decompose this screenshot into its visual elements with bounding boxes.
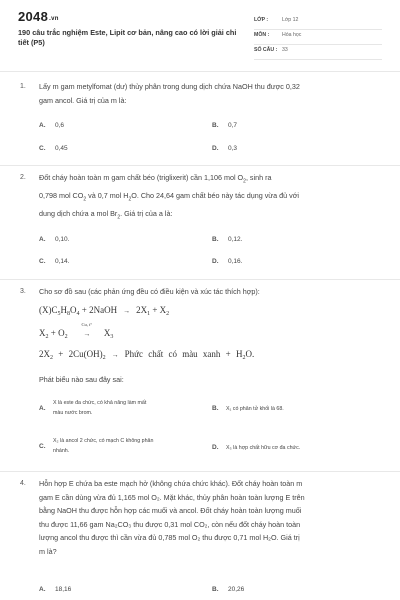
option-label: C. [39,443,46,450]
option-a[interactable] [39,398,209,418]
question-divider [0,165,400,166]
chem-text: Phức chất có màu xanh + H [124,349,243,359]
option-b[interactable] [212,586,244,593]
option-text: nhánh. [53,448,70,454]
question-divider [0,279,400,280]
subscript: 2 [45,334,49,340]
equation-3 [39,349,254,361]
option-text: 0,12. [228,236,243,243]
meta-subject-label: MÔN : [254,32,270,38]
subscript: 4 [76,311,80,317]
option-label: D. [212,444,219,451]
page-header [0,0,400,64]
subscript: 5 [57,311,61,317]
option-label: D. [212,258,219,265]
option-label: B. [212,586,219,593]
chem-text: + O [48,328,65,338]
reaction-arrow: → [123,307,131,315]
equation-2 [39,322,114,340]
option-a[interactable] [39,586,71,593]
question-line [39,207,379,225]
question-divider [0,471,400,472]
chem-text: O [70,305,77,315]
option-b[interactable] [212,236,242,243]
option-label: C. [39,258,46,265]
chem-text: H [60,305,67,315]
question-line: thu được 11,66 gam Na₂CO₃ thu được 0,31 mol CO₂, còn nếu đốt cháy hoàn toàn [39,519,301,529]
conditioned-arrow [74,322,100,338]
reaction-arrow: → [111,351,119,359]
option-text: 0,16. [228,258,243,265]
text-fragment: Đốt cháy hoàn toàn m gam chất béo (triglixerit) cần 1,106 mol O [39,173,244,182]
meta-count-label: SỐ CÂU : [254,47,278,53]
question-number: 3. [20,288,26,295]
option-text: 0,6 [55,122,65,129]
question-line: bằng NaOH thu được hỗn hợp các muối và ancol. Đốt cháy hoàn toàn lượng muối [39,506,302,515]
option-label: D. [212,145,219,152]
option-text: X₁ có phân tử khối là 68. [226,406,284,412]
text-fragment: và 0,7 mol H [86,190,129,200]
option-text: X₂ là ancol 2 chức, có mạch C không phân [53,438,154,444]
meta-count [254,44,382,60]
option-label: C. [39,145,46,152]
option-text: 0,7 [228,122,238,129]
option-text: X₃ là hợp chất hữu cơ đa chức. [226,445,301,451]
option-c[interactable] [39,258,69,265]
subscript: 2 [117,214,121,221]
option-label: B. [212,236,219,243]
meta-class-label: LỚP : [254,17,269,23]
subscript: 3 [110,334,114,340]
page-title: 190 câu trắc nghiệm Este, Lipit cơ bản, nâng cao có lời giải chi tiết (P5) [18,28,237,47]
option-a[interactable] [39,236,69,243]
option-text: 0,45 [55,145,68,152]
meta-class-value: Lớp 12 [282,17,299,23]
question-line: Lấy m gam metylfomat (dư) thủy phân trong dung dịch chứa NaOH thu được 0,32 [39,82,300,91]
subscript: 2 [243,178,246,185]
text-fragment: dung dịch chứa a mol Br [39,208,118,218]
option-label: B. [212,405,219,412]
text-fragment: O. Cho 24,64 gam chất béo này tác dụng vừa đủ với [131,190,300,200]
question-line: gam ancol. Giá trị của m là: [39,95,127,105]
option-label: B. [212,122,219,129]
option-label: A. [39,236,46,243]
question-line [39,189,379,207]
logo-text: 2048 [18,9,49,24]
question-number: 1. [20,83,26,90]
option-d[interactable] [212,443,382,453]
chem-text: X [39,328,46,338]
subscript: 2 [128,196,132,203]
option-text: 0,14. [55,258,70,265]
question-number: 4. [20,480,26,487]
option-label: A. [39,122,46,129]
option-text: 18,16 [55,586,72,593]
chem-text: + X [150,305,167,315]
chem-text: 2X [136,305,148,315]
option-text: X là este đa chức, có khả năng làm mất [53,400,147,406]
option-label: A. [39,586,46,593]
meta-count-value: 33 [282,47,288,53]
option-c[interactable] [39,436,209,456]
option-text: màu nước brom. [53,410,93,416]
question-line: Hỗn hợp E chứa ba este mạch hở (không chứa chức khác). Đốt cháy hoàn toàn m [39,479,303,488]
subscript: 1 [147,311,151,317]
question-number: 2. [20,174,26,181]
subscript: 2 [50,355,53,361]
question-line [39,171,379,189]
option-label: A. [39,405,46,412]
chem-text: O. [245,349,255,359]
equation-1 [39,305,169,317]
option-d[interactable] [212,258,242,265]
option-text: 20,26 [228,586,245,593]
chem-text: (X)C [39,305,58,315]
option-text: 0,3 [228,145,238,152]
text-fragment: . Giá trị của a là: [120,208,173,218]
meta-subject-value: Hóa học [282,32,302,38]
question-text [39,477,379,558]
option-a[interactable] [39,122,64,129]
question-line: gam E cần dùng vừa đủ 1,165 mol O₂. Mặt khác, thủy phân hoàn toàn lượng E trên [39,492,305,502]
text-fragment: , sinh ra [245,173,272,182]
question-line: m là? [39,546,57,556]
chem-text: + 2Cu(OH) [53,349,103,359]
subscript: 2 [242,355,246,361]
subscript: 2 [166,311,170,317]
question-text: Cho sơ đồ sau (các phản ứng đều có điều kiện và xúc tác thích hợp): [39,287,260,296]
option-c[interactable] [39,145,68,152]
option-text: 0,10. [55,236,70,243]
logo-suffix: .vn [49,16,59,22]
option-b[interactable] [212,404,382,414]
reaction-condition: Cu, t° [81,322,93,327]
chem-text: X [103,328,111,338]
question-text [39,80,379,107]
reaction-arrow: → [83,330,91,338]
text-fragment: 0,798 mol CO [39,190,84,200]
meta-subject [254,29,382,45]
meta-class [254,14,382,30]
option-d[interactable] [212,145,237,152]
option-b[interactable] [212,122,237,129]
question-text [39,171,379,225]
subscript: 8 [67,311,70,317]
chem-text: + 2NaOH [79,305,118,315]
subscript: 2 [64,334,68,340]
subscript: 2 [102,355,106,361]
chem-text: 2X [39,349,50,359]
question-prompt: Phát biểu nào sau đây sai: [39,375,124,384]
site-logo[interactable] [18,9,59,24]
header-divider [0,71,400,72]
question-line: lượng ancol thu được thì cần vừa đủ 0,785 mol O₂ thu được 0,71 mol H₂O. Giá trị [39,533,300,542]
subscript: 2 [83,196,87,203]
